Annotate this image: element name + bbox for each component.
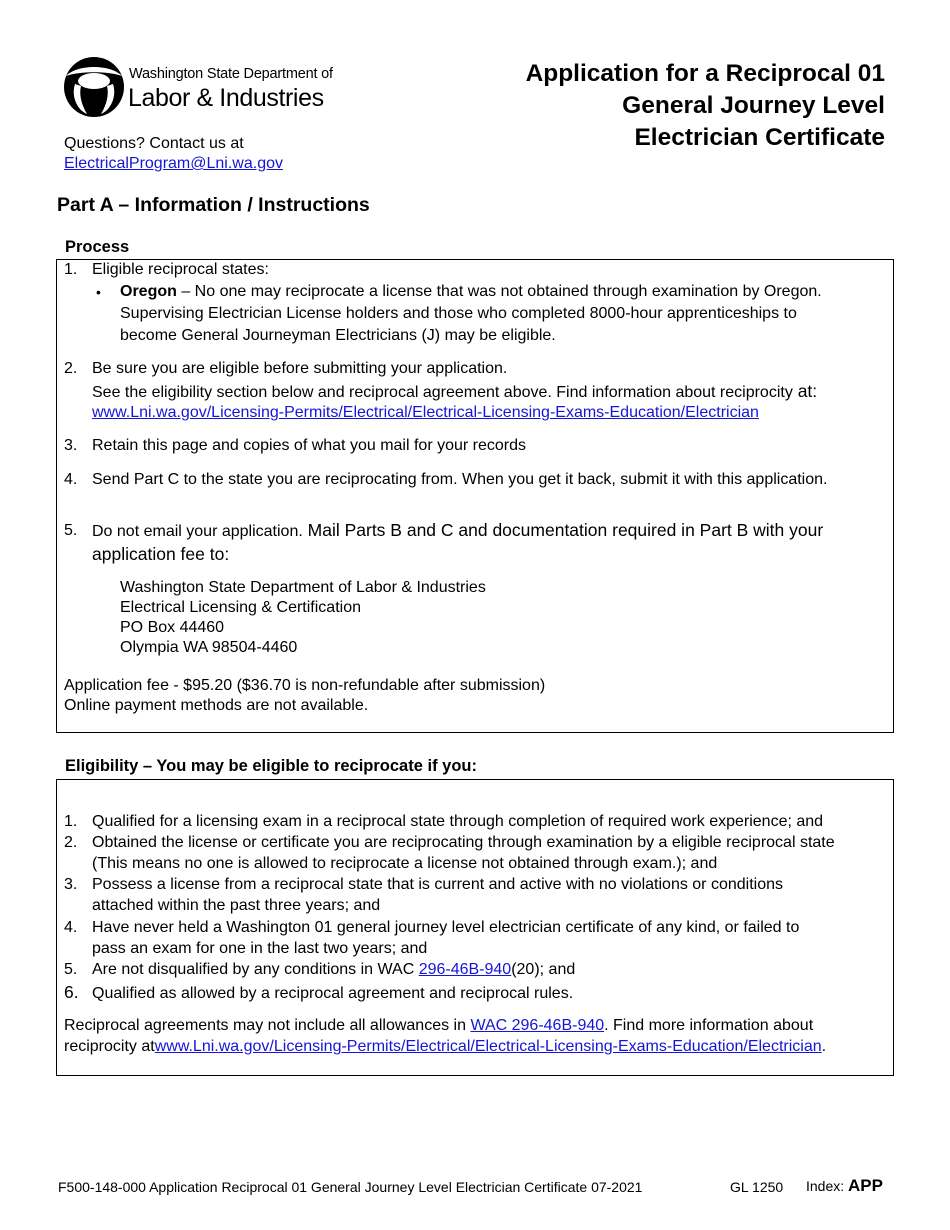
eligibility-heading: Eligibility – You may be eligible to reciprocate if you: bbox=[65, 757, 477, 775]
process-item-2-line2 bbox=[92, 380, 817, 404]
eligibility-item-1-line1: Qualified for a licensing exam in a reciprocal state through completion of required work experience; and bbox=[92, 813, 824, 830]
eligibility-note-post: . Find more information about bbox=[604, 1017, 814, 1034]
index-label: Index: bbox=[806, 1178, 849, 1194]
index-code bbox=[806, 1176, 883, 1196]
process-item-5-no-email: Do not email your application. bbox=[92, 523, 303, 540]
form-title bbox=[445, 58, 885, 154]
address-line-1: Washington State Department of Labor & Industries bbox=[120, 579, 486, 596]
payment-note: Online payment methods are not available. bbox=[64, 697, 369, 714]
eligibility-item-5-number: 5. bbox=[64, 961, 78, 978]
eligibility-item-2-line1: Obtained the license or certificate you are reciprocating through examination by a eligible reciprocal state bbox=[92, 834, 835, 851]
oregon-line1: – No one may reciprocate a license that was not obtained through examination by Oregon. bbox=[176, 283, 822, 300]
eligibility-note-line2 bbox=[64, 1036, 826, 1058]
process-item-5-line1 bbox=[92, 519, 823, 543]
eligibility-item-3-number: 3. bbox=[64, 876, 78, 893]
gl-number: GL 1250 bbox=[730, 1179, 784, 1195]
eligibility-note2-post: . bbox=[821, 1038, 827, 1055]
oregon-label: Oregon bbox=[120, 283, 177, 300]
eligibility-item-3-line1: Possess a license from a reciprocal state that is current and active with no violations or conditions bbox=[92, 876, 783, 893]
address-line-2: Electrical Licensing & Certification bbox=[120, 599, 361, 616]
eligibility-note-line1 bbox=[64, 1015, 813, 1037]
agency-name-line1: Washington State Department of bbox=[129, 66, 333, 82]
process-item-2-line2-text: See the eligibility section below and reciprocal agreement above. Find information about reciprocity bbox=[92, 384, 793, 401]
mailing-address bbox=[120, 578, 486, 658]
address-line-3: PO Box 44460 bbox=[120, 619, 225, 636]
process-item-4-text: Send Part C to the state you are reciprocating from. When you get it back, submit it with this application. bbox=[92, 471, 828, 488]
eligibility-item-3-line2: attached within the past three years; and bbox=[92, 897, 381, 914]
eligibility-item-4-number: 4. bbox=[64, 919, 78, 936]
eligibility-item-4-line1: Have never held a Washington 01 general journey level electrician certificate of any kind, or failed to bbox=[92, 919, 800, 936]
contact-label: Questions? Contact us at bbox=[64, 135, 244, 152]
eligibility-item-2-number: 2. bbox=[64, 834, 78, 851]
agency-logo bbox=[63, 54, 333, 118]
oregon-line2: Supervising Electrician License holders and those who completed 8000-hour apprenticeships to bbox=[120, 305, 797, 322]
oregon-line3: become General Journeyman Electricians (J) may be eligible. bbox=[120, 327, 556, 344]
contact-email-link[interactable]: ElectricalProgram@Lni.wa.gov bbox=[64, 155, 283, 172]
process-item-2-line2-at: at: bbox=[792, 381, 818, 401]
eligibility-note-pre: Reciprocal agreements may not include all allowances in bbox=[64, 1017, 471, 1034]
form-title-line2: General Journey Level bbox=[622, 92, 885, 119]
process-item-1-number: 1. bbox=[64, 261, 78, 278]
reciprocity-info-link[interactable]: www.Lni.wa.gov/Licensing-Permits/Electrical/Electrical-Licensing-Exams-Education/Electrician bbox=[92, 404, 759, 421]
address-line-4: Olympia WA 98504-4460 bbox=[120, 639, 298, 656]
wac-296-46b-940-link[interactable]: 296-46B-940 bbox=[418, 961, 512, 978]
process-heading: Process bbox=[65, 238, 130, 256]
agency-name-line2: Labor & Industries bbox=[128, 84, 324, 112]
eligibility-item-4-line2: pass an exam for one in the last two years; and bbox=[92, 940, 428, 957]
process-item-1-text: Eligible reciprocal states: bbox=[92, 261, 269, 278]
lni-logo-icon bbox=[63, 54, 125, 118]
process-item-2-line1: Be sure you are eligible before submitting your application. bbox=[92, 360, 508, 377]
process-item-5-mail: Mail Parts B and C and documentation required in Part B with your bbox=[302, 520, 824, 540]
process-item-1-oregon bbox=[120, 281, 822, 303]
process-item-2-number: 2. bbox=[64, 360, 78, 377]
eligibility-item-2-line2: (This means no one is allowed to reciprocate a license not obtained through exam.); and bbox=[92, 855, 718, 872]
application-fee: Application fee - $95.20 ($36.70 is non-refundable after submission) bbox=[64, 677, 546, 694]
form-title-line1: Application for a Reciprocal 01 bbox=[525, 60, 885, 87]
eligibility-note2-pre: reciprocity at bbox=[64, 1038, 155, 1055]
eligibility-item-1-number: 1. bbox=[64, 813, 78, 830]
eligibility-item-6-text: Qualified as allowed by a reciprocal agreement and reciprocal rules. bbox=[92, 985, 574, 1002]
fee-block bbox=[64, 676, 545, 716]
form-title-line3: Electrician Certificate bbox=[634, 124, 885, 151]
process-item-5-number: 5. bbox=[64, 522, 78, 539]
process-item-3-number: 3. bbox=[64, 437, 78, 454]
wac-rule-link[interactable]: WAC 296-46B-940 bbox=[470, 1017, 605, 1034]
contact-block bbox=[64, 134, 283, 174]
eligibility-item-5-post: (20); and bbox=[511, 961, 576, 978]
process-item-4-number: 4. bbox=[64, 471, 78, 488]
eligibility-item-5-pre: Are not disqualified by any conditions in WAC bbox=[92, 961, 419, 978]
reciprocity-more-info-link[interactable]: www.Lni.wa.gov/Licensing-Permits/Electrical/Electrical-Licensing-Exams-Education/Electrician bbox=[154, 1038, 822, 1055]
process-item-3-text: Retain this page and copies of what you mail for your records bbox=[92, 437, 527, 454]
index-value: APP bbox=[848, 1176, 883, 1195]
process-item-5-line2: application fee to: bbox=[92, 544, 230, 564]
eligibility-item-5-text bbox=[92, 959, 575, 980]
eligibility-item-6-number: 6. bbox=[64, 982, 79, 1002]
form-id: F500-148-000 Application Reciprocal 01 General Journey Level Electrician Certificate 07-2021 bbox=[58, 1179, 643, 1195]
part-a-heading: Part A – Information / Instructions bbox=[57, 194, 370, 216]
bullet-icon: • bbox=[96, 284, 101, 300]
